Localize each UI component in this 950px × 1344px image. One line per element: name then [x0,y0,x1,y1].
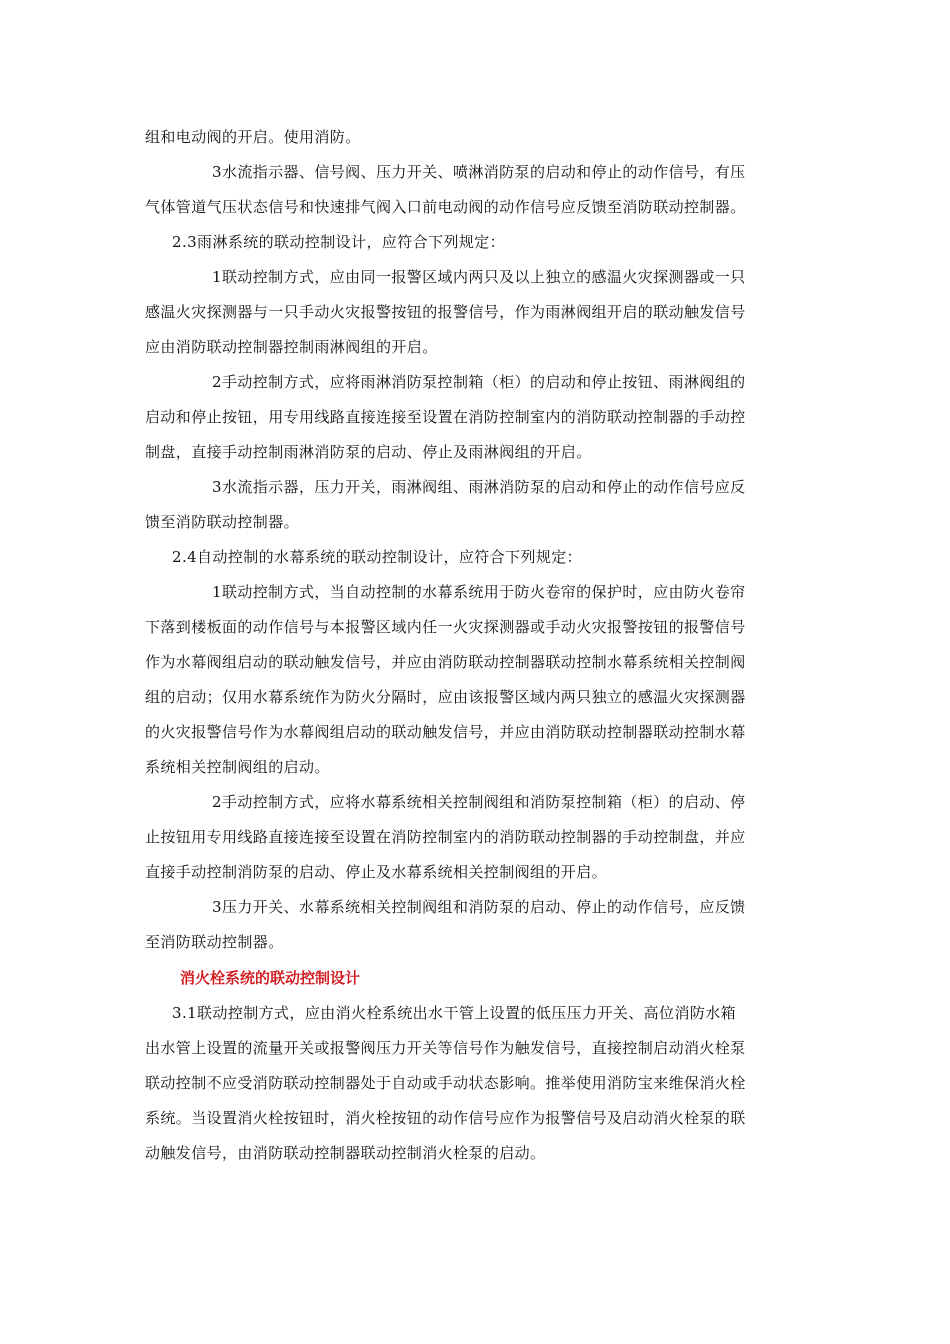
text-line: 制盘，直接手动控制雨淋消防泵的启动、停止及雨淋阀组的开启。 [145,443,592,461]
text-line: 3水流指示器、信号阀、压力开关、喷淋消防泵的启动和停止的动作信号，有压 [212,163,746,181]
text-line: 下落到楼板面的动作信号与本报警区域内任一火灾探测器或手动火灾报警按钮的报警信号 [145,618,746,636]
text-line: 直接手动控制消防泵的启动、停止及水幕系统相关控制阀组的开启。 [145,863,608,881]
text-line: 2.4自动控制的水幕系统的联动控制设计，应符合下列规定： [172,548,583,566]
text-line: 2手动控制方式，应将雨淋消防泵控制箱（柜）的启动和停止按钮、雨淋阀组的 [212,373,746,391]
text-line: 3.1联动控制方式，应由消火栓系统出水干管上设置的低压压力开关、高位消防水箱 [172,1004,737,1022]
text-line: 系统。当设置消火栓按钮时，消火栓按钮的动作信号应作为报警信号及启动消火栓泵的联 [145,1109,746,1127]
text-line: 2.3雨淋系统的联动控制设计，应符合下列规定： [172,233,506,251]
text-line: 应由消防联动控制器控制雨淋阀组的开启。 [145,338,438,356]
text-line: 出水管上设置的流量开关或报警阀压力开关等信号作为触发信号，直接控制启动消火栓泵 [145,1039,746,1057]
text-line: 气体管道气压状态信号和快速排气阀入口前电动阀的动作信号应反馈至消防联动控制器。 [145,198,746,216]
text-line: 感温火灾探测器与一只手动火灾报警按钮的报警信号，作为雨淋阀组开启的联动触发信号 [145,303,746,321]
text-line: 1联动控制方式，应由同一报警区域内两只及以上独立的感温火灾探测器或一只 [212,268,746,286]
text-line: 2手动控制方式，应将水幕系统相关控制阀组和消防泵控制箱（柜）的启动、停 [212,793,746,811]
text-line: 3压力开关、水幕系统相关控制阀组和消防泵的启动、停止的动作信号，应反馈 [212,898,746,916]
text-line: 馈至消防联动控制器。 [145,513,300,531]
text-line: 组的启动；仅用水幕系统作为防火分隔时，应由该报警区域内两只独立的感温火灾探测器 [145,688,746,706]
text-line: 至消防联动控制器。 [145,933,284,951]
text-line: 启动和停止按钮，用专用线路直接连接至设置在消防控制室内的消防联动控制器的手动控 [145,408,746,426]
section-heading: 消火栓系统的联动控制设计 [180,969,361,987]
text-line: 系统相关控制阀组的启动。 [145,758,330,776]
text-line: 联动控制不应受消防联动控制器处于自动或手动状态影响。推举使用消防宝来维保消火栓 [145,1074,746,1092]
text-line: 3水流指示器，压力开关，雨淋阀组、雨淋消防泵的启动和停止的动作信号应反 [212,478,746,496]
text-line: 组和电动阀的开启。使用消防。 [145,128,361,146]
text-line: 作为水幕阀组启动的联动触发信号，并应由消防联动控制器联动控制水幕系统相关控制阀 [145,653,746,671]
text-line: 1联动控制方式，当自动控制的水幕系统用于防火卷帘的保护时，应由防火卷帘 [212,583,746,601]
text-line: 动触发信号，由消防联动控制器联动控制消火栓泵的启动。 [145,1144,546,1162]
text-line: 的火灾报警信号作为水幕阀组启动的联动触发信号，并应由消防联动控制器联动控制水幕 [145,723,746,741]
text-line: 止按钮用专用线路直接连接至设置在消防控制室内的消防联动控制器的手动控制盘，并应 [145,828,746,846]
